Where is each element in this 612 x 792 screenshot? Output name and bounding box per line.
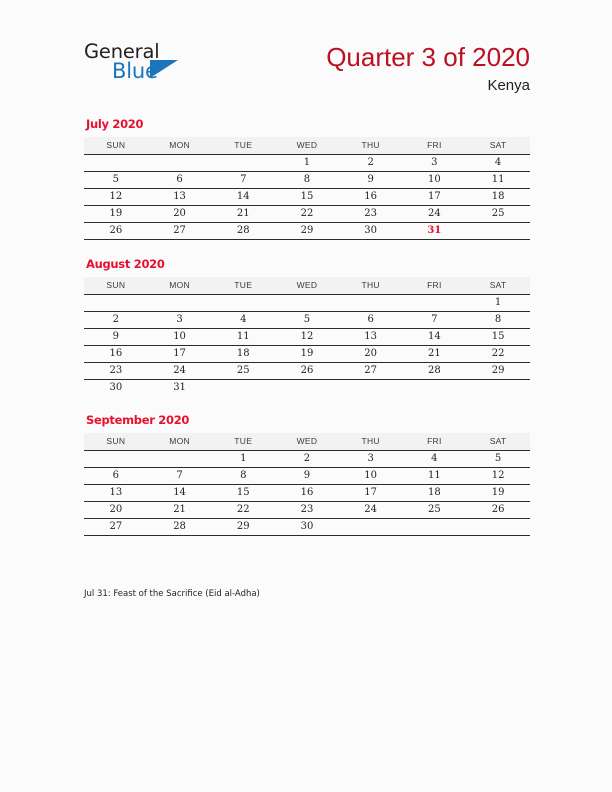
day-cell[interactable]: 21 [403, 345, 467, 362]
day-cell-empty [339, 294, 403, 311]
day-cell[interactable]: 1 [275, 154, 339, 171]
day-cell[interactable]: 10 [403, 171, 467, 188]
month-heading: September 2020 [86, 413, 190, 427]
holiday-footnote: Jul 31: Feast of the Sacrifice (Eid al-Adha) [84, 589, 260, 599]
weekday-header-tue: TUE [211, 433, 275, 450]
closing-rule-cell [84, 239, 530, 240]
weekday-header-mon: MON [148, 277, 212, 294]
day-cell[interactable]: 5 [275, 311, 339, 328]
day-cell-empty [211, 379, 275, 396]
day-cell[interactable]: 14 [148, 484, 212, 501]
day-cell[interactable]: 4 [466, 154, 530, 171]
day-cell-empty [403, 294, 467, 311]
table-closing-rule [84, 239, 530, 240]
country-subtitle: Kenya [487, 77, 530, 94]
week-row [84, 154, 530, 171]
weekday-header-fri: FRI [403, 277, 467, 294]
day-cell[interactable]: 19 [466, 484, 530, 501]
day-cell-empty [466, 379, 530, 396]
week-row [84, 501, 530, 518]
week-row [84, 345, 530, 362]
month-block [84, 118, 530, 240]
month-block [84, 258, 530, 396]
page-title: Quarter 3 of 2020 [326, 42, 530, 72]
weekday-header-tue: TUE [211, 137, 275, 154]
day-cell[interactable]: 3 [403, 154, 467, 171]
day-cell[interactable]: 20 [84, 501, 148, 518]
page-header [0, 0, 612, 110]
day-cell[interactable]: 25 [211, 362, 275, 379]
day-cell[interactable]: 3 [339, 450, 403, 467]
day-cell[interactable]: 1 [466, 294, 530, 311]
day-cell[interactable]: 17 [403, 188, 467, 205]
weekday-header-wed: WED [275, 433, 339, 450]
week-row [84, 379, 530, 396]
weekday-header-thu: THU [339, 137, 403, 154]
day-cell-empty [211, 294, 275, 311]
day-cell[interactable]: 13 [84, 484, 148, 501]
day-cell[interactable]: 13 [148, 188, 212, 205]
day-cell[interactable]: 17 [339, 484, 403, 501]
week-row [84, 311, 530, 328]
day-cell[interactable]: 27 [148, 222, 212, 239]
weekday-header-sat: SAT [466, 137, 530, 154]
title-block [326, 42, 530, 96]
day-cell[interactable]: 19 [84, 205, 148, 222]
weekday-header-tue: TUE [211, 277, 275, 294]
day-cell[interactable]: 11 [466, 171, 530, 188]
week-row [84, 222, 530, 239]
day-cell[interactable]: 18 [211, 345, 275, 362]
day-cell[interactable]: 30 [339, 222, 403, 239]
weekday-header-sun: SUN [84, 137, 148, 154]
day-cell[interactable]: 25 [403, 501, 467, 518]
day-cell[interactable]: 21 [148, 501, 212, 518]
day-cell-empty [339, 379, 403, 396]
day-cell[interactable]: 30 [84, 379, 148, 396]
month-calendar-table [84, 277, 530, 396]
day-cell[interactable]: 12 [275, 328, 339, 345]
day-cell-empty [339, 518, 403, 535]
day-cell[interactable]: 7 [403, 311, 467, 328]
day-cell[interactable]: 23 [275, 501, 339, 518]
weekday-header-thu: THU [339, 277, 403, 294]
day-cell[interactable]: 25 [466, 205, 530, 222]
day-cell[interactable]: 6 [339, 311, 403, 328]
day-cell[interactable]: 15 [466, 328, 530, 345]
day-cell[interactable]: 9 [275, 467, 339, 484]
day-cell[interactable]: 29 [211, 518, 275, 535]
month-heading: August 2020 [86, 257, 165, 271]
day-cell[interactable]: 18 [403, 484, 467, 501]
week-row [84, 188, 530, 205]
day-cell[interactable]: 29 [466, 362, 530, 379]
day-cell[interactable]: 14 [403, 328, 467, 345]
day-cell[interactable]: 23 [84, 362, 148, 379]
weekday-header-fri: FRI [403, 433, 467, 450]
month-calendar-table [84, 433, 530, 536]
table-closing-rule [84, 535, 530, 536]
day-cell[interactable]: 31 [148, 379, 212, 396]
day-cell-empty [275, 294, 339, 311]
day-cell[interactable]: 24 [403, 205, 467, 222]
day-cell[interactable]: 24 [339, 501, 403, 518]
day-cell[interactable]: 7 [148, 467, 212, 484]
logo-text-blue: Blue [112, 59, 158, 83]
day-cell[interactable]: 20 [148, 205, 212, 222]
day-cell[interactable]: 18 [466, 188, 530, 205]
weekday-header-row [84, 433, 530, 450]
holiday-footnotes [84, 588, 530, 601]
weekday-header-sat: SAT [466, 433, 530, 450]
day-cell[interactable]: 28 [148, 518, 212, 535]
day-cell[interactable]: 13 [339, 328, 403, 345]
day-cell[interactable]: 17 [148, 345, 212, 362]
day-cell[interactable]: 4 [211, 311, 275, 328]
weekday-header-thu: THU [339, 433, 403, 450]
day-cell[interactable]: 9 [339, 171, 403, 188]
day-cell[interactable]: 6 [84, 467, 148, 484]
weekday-header-sun: SUN [84, 433, 148, 450]
day-cell[interactable]: 15 [275, 188, 339, 205]
day-cell[interactable]: 10 [148, 328, 212, 345]
day-cell[interactable]: 19 [275, 345, 339, 362]
day-cell[interactable]: 28 [211, 222, 275, 239]
day-cell[interactable]: 2 [84, 311, 148, 328]
day-cell[interactable]: 11 [403, 467, 467, 484]
month-block [84, 414, 530, 536]
day-cell[interactable]: 5 [466, 450, 530, 467]
day-cell[interactable]: 20 [339, 345, 403, 362]
day-cell-empty [84, 154, 148, 171]
day-cell[interactable]: 4 [403, 450, 467, 467]
week-row [84, 484, 530, 501]
day-cell-empty [403, 518, 467, 535]
day-cell[interactable]: 29 [275, 222, 339, 239]
day-cell[interactable]: 12 [466, 467, 530, 484]
weekday-header-mon: MON [148, 137, 212, 154]
closing-rule-cell [84, 535, 530, 536]
day-cell-empty [275, 379, 339, 396]
day-cell[interactable]: 28 [403, 362, 467, 379]
day-cell[interactable]: 12 [84, 188, 148, 205]
day-cell[interactable]: 3 [148, 311, 212, 328]
day-cell[interactable]: 9 [84, 328, 148, 345]
day-cell[interactable]: 27 [339, 362, 403, 379]
logo-text-general: General [84, 40, 160, 63]
day-cell[interactable]: 22 [466, 345, 530, 362]
day-cell-empty [466, 518, 530, 535]
month-heading: July 2020 [86, 117, 144, 131]
day-cell[interactable]: 22 [275, 205, 339, 222]
day-cell[interactable]: 1 [211, 450, 275, 467]
day-cell[interactable]: 16 [339, 188, 403, 205]
week-row [84, 205, 530, 222]
day-cell[interactable]: 23 [339, 205, 403, 222]
day-cell[interactable]: 7 [211, 171, 275, 188]
day-cell[interactable]: 16 [84, 345, 148, 362]
day-cell-empty [84, 450, 148, 467]
day-cell-empty [148, 154, 212, 171]
week-row [84, 518, 530, 535]
week-row [84, 328, 530, 345]
day-cell[interactable]: 30 [275, 518, 339, 535]
day-cell[interactable]: 8 [466, 311, 530, 328]
weekday-header-fri: FRI [403, 137, 467, 154]
week-row [84, 467, 530, 484]
day-cell[interactable]: 8 [275, 171, 339, 188]
day-cell-empty [84, 294, 148, 311]
day-cell[interactable]: 24 [148, 362, 212, 379]
weekday-header-wed: WED [275, 137, 339, 154]
day-cell[interactable]: 26 [466, 501, 530, 518]
day-cell[interactable]: 11 [211, 328, 275, 345]
day-cell[interactable]: 5 [84, 171, 148, 188]
months-container [84, 118, 530, 536]
general-blue-logo [84, 40, 224, 96]
day-cell[interactable]: 26 [275, 362, 339, 379]
day-cell-holiday[interactable]: 31 [403, 222, 467, 239]
day-cell[interactable]: 8 [211, 467, 275, 484]
day-cell[interactable]: 15 [211, 484, 275, 501]
weekday-header-wed: WED [275, 277, 339, 294]
day-cell[interactable]: 22 [211, 501, 275, 518]
day-cell[interactable]: 27 [84, 518, 148, 535]
weekday-header-row [84, 277, 530, 294]
day-cell-empty [403, 379, 467, 396]
weekday-header-sun: SUN [84, 277, 148, 294]
weekday-header-row [84, 137, 530, 154]
day-cell-empty [148, 450, 212, 467]
day-cell[interactable]: 16 [275, 484, 339, 501]
weekday-header-mon: MON [148, 433, 212, 450]
weekday-header-sat: SAT [466, 277, 530, 294]
day-cell[interactable]: 26 [84, 222, 148, 239]
day-cell[interactable]: 10 [339, 467, 403, 484]
week-row [84, 362, 530, 379]
week-row [84, 450, 530, 467]
day-cell[interactable]: 2 [339, 154, 403, 171]
day-cell[interactable]: 14 [211, 188, 275, 205]
day-cell-empty [148, 294, 212, 311]
day-cell-empty [211, 154, 275, 171]
day-cell[interactable]: 2 [275, 450, 339, 467]
month-calendar-table [84, 137, 530, 240]
week-row [84, 294, 530, 311]
day-cell[interactable]: 21 [211, 205, 275, 222]
day-cell-empty [466, 222, 530, 239]
week-row [84, 171, 530, 188]
day-cell[interactable]: 6 [148, 171, 212, 188]
